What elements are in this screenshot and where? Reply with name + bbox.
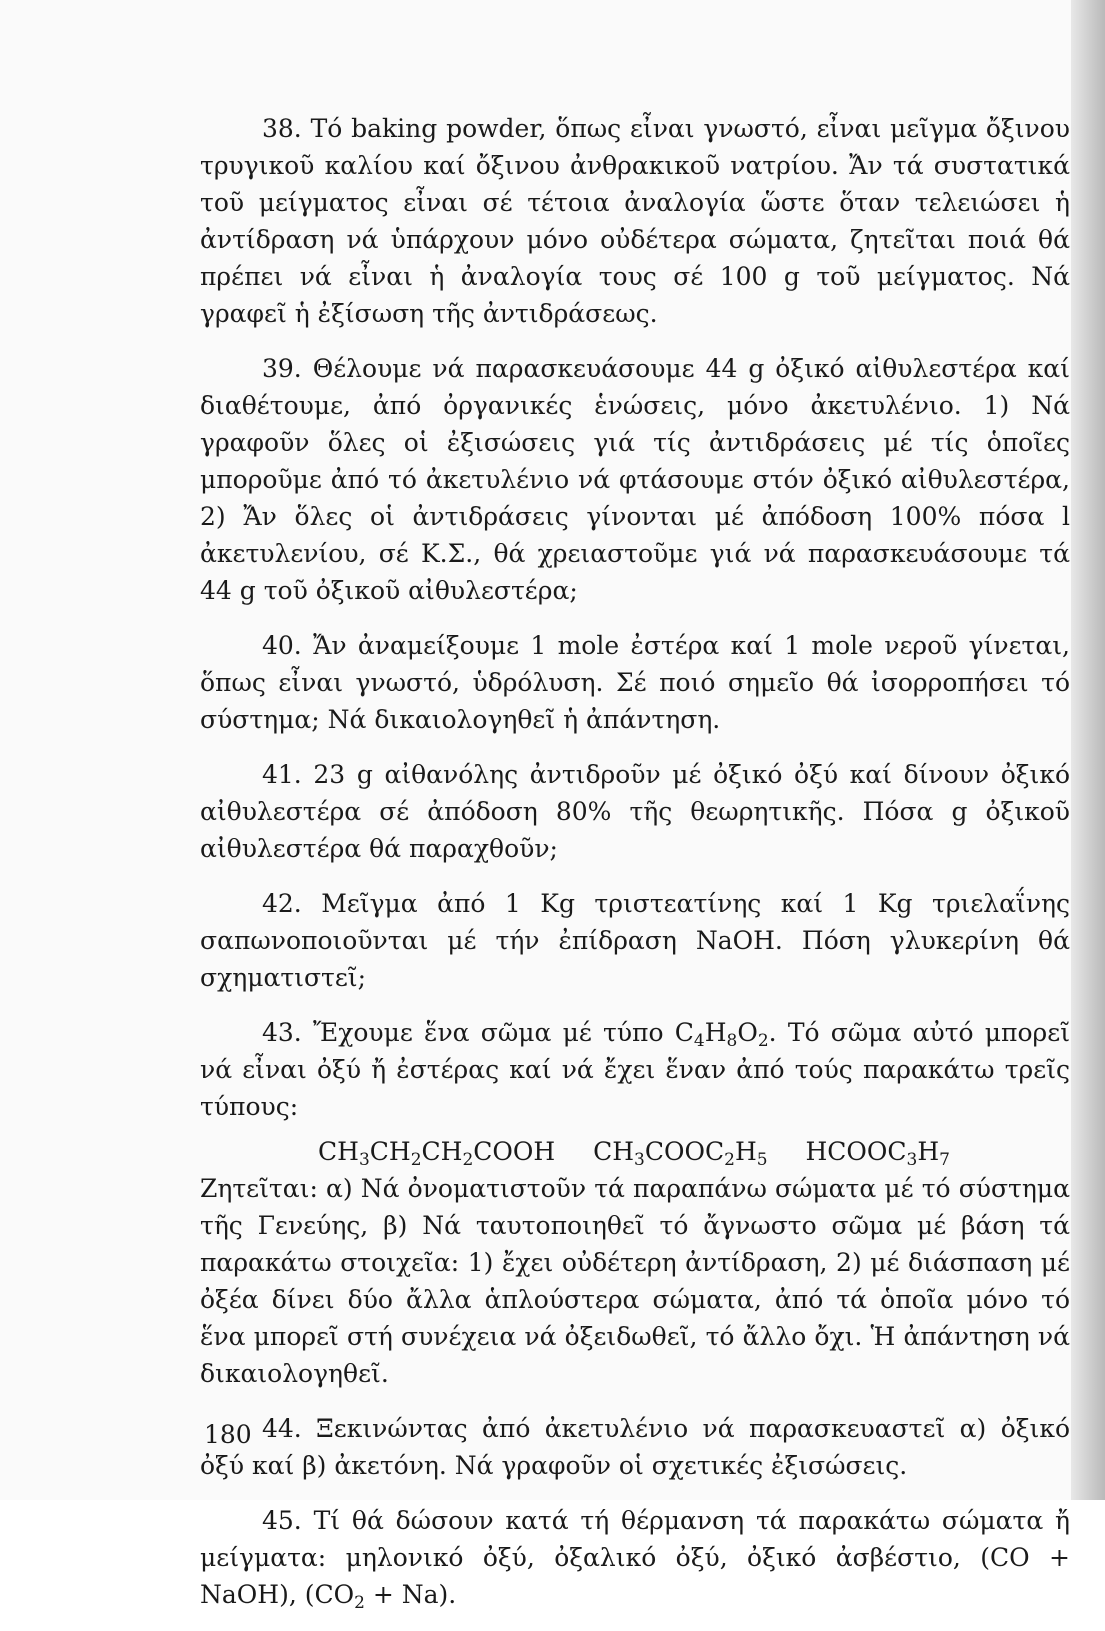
page-edge-shadow <box>1071 0 1105 1500</box>
subscript: 4 <box>693 1031 705 1051</box>
problem-number: 45. <box>262 1506 302 1535</box>
problem-number: 44. <box>262 1414 302 1443</box>
page-number: 180 <box>204 1420 252 1449</box>
formula-row <box>200 1133 1070 1170</box>
problem-text: Θέλουμε νά παρασκευάσουμε 44 g ὀξικό αἰθυλεστέρα καί διαθέτουμε, ἀπό ὀργανικές ἑνώσεις, μόνο ἀκετυλένιο. 1) Νά γραφοῦν ὅλες οἱ ἐξισώσεις γιά τίς ἀντιδράσεις μέ τίς ὁποῖες μποροῦμε ἀπό τό ἀκετυλένιο νά φτάσουμε στόν ὀξικό αἰθυλεστέρα, 2) Ἄν ὅλες οἱ ἀντιδράσεις γίνονται μέ ἀπόδοση 100% πόσα l ἀκετυλενίου, σέ Κ.Σ., θά χρειαστοῦμε γιά νά παρασκευάσουμε τά 44 g τοῦ ὀξικοῦ αἰθυλεστέρα; <box>200 354 1070 605</box>
problem-text-post: . Τό σῶμα αὐτό μπορεῖ νά εἶναι ὀξύ ἤ ἐστέρας καί νά ἔχει ἕναν ἀπό τούς παρακάτω τρεῖς τύπους: <box>200 1018 1070 1121</box>
problem-text: Μεῖγμα ἀπό 1 Kg τριστεατίνης καί 1 Kg τριελαΐνης σαπωνοποιοῦνται μέ τήν ἐπίδραση NaOH. Πόση γλυκερίνη θά σχηματιστεῖ; <box>200 889 1071 992</box>
problem-text: Ἄν ἀναμείξουμε 1 mole ἐστέρα καί 1 mole νεροῦ γίνεται, ὅπως εἶναι γνωστό, ὑδρόλυση. Σέ ποιό σημεῖο θά ἰσορροπήσει τό σύστημα; Νά δικαιολογηθεῖ ἡ ἀπάντηση. <box>200 631 1070 734</box>
problem-41 <box>200 756 1070 867</box>
formula-butanoic-acid: $CH_3CH_2CH_2COOH$ <box>318 1137 556 1170</box>
subscript: 2 <box>757 1031 769 1051</box>
problem-text-post: + Na). <box>364 1580 457 1609</box>
exercise-list <box>200 110 1070 1631</box>
problem-text-pre: Τί θά δώσουν κατά τή θέρμανση τά παρακάτω σώματα ἤ μείγματα: μηλονικό ὀξύ, ὀξαλικό ὀξύ, ὀξικό ἀσβέστιο, (CO + NaOH), (CO <box>200 1506 1070 1609</box>
problem-40 <box>200 627 1070 738</box>
problem-text: Ξεκινώντας ἀπό ἀκετυλένιο νά παρασκευαστεῖ α) ὀξικό ὀξύ καί β) ἀκετόνη. Νά γραφοῦν οἱ σχετικές ἐξισώσεις. <box>200 1414 1071 1480</box>
problem-text: Ζητεῖται: α) Νά ὀνοματιστοῦν τά παραπάνω σώματα μέ τό σύστημα τῆς Γενεύης, β) Νά ταυτοποιηθεῖ τό ἄγνωστο σῶμα μέ βάση τά παρακάτω στοιχεῖα: 1) ἔχει οὐδέτερη ἀντίδραση, 2) μέ διάσπαση μέ ὀξέα δίνει δύο ἄλλα ἁπλούστερα σώματα, ἀπό τά ὁποῖα μόνο τό ἕνα μπορεῖ στή συνέχεια νά ὀξειδωθεῖ, τό ἄλλο ὄχι. Ἡ ἀπάντηση νά δικαιολογηθεῖ. <box>200 1174 1070 1388</box>
problem-38 <box>200 110 1070 332</box>
problem-number: 42. <box>262 889 302 918</box>
problem-number: 38. <box>262 114 302 143</box>
problem-43 <box>200 1014 1070 1125</box>
problem-number: 40. <box>262 631 302 660</box>
problem-text: Τό baking powder, ὅπως εἶναι γνωστό, εἶναι μεῖγμα ὄξινου τρυγικοῦ καλίου καί ὄξινου ἀνθρακικοῦ νατρίου. Ἄν τά συστατικά τοῦ μείγματος εἶναι σέ τέτοια ἀναλογία ὥστε ὅταν τελειώσει ἡ ἀντίδραση νά ὑπάρχουν μόνο οὐδέτερα σώματα, ζητεῖται ποιά θά πρέπει νά εἶναι ἡ ἀναλογία τους σέ 100 g τοῦ μείγματος. Νά γραφεῖ ἡ ἐξίσωση τῆς ἀντιδράσεως. <box>200 114 1070 328</box>
problem-text-pre: Ἔχουμε ἕνα σῶμα μέ τύπο C <box>313 1018 694 1047</box>
problem-number: 43. <box>262 1018 302 1047</box>
problem-45 <box>200 1502 1070 1613</box>
formula-propyl-formate: $HCOOC_3H_7$ <box>805 1137 950 1170</box>
problem-text: 23 g αἰθανόλης ἀντιδροῦν μέ ὀξικό ὀξύ καί δίνουν ὀξικό αἰθυλεστέρα σέ ἀπόδοση 80% τῆς θεωρητικῆς. Πόσα g ὀξικοῦ αἰθυλεστέρα θά παραχθοῦν; <box>200 760 1070 863</box>
problem-44 <box>200 1410 1070 1484</box>
problem-number: 39. <box>262 354 302 383</box>
subscript: 2 <box>354 1593 365 1613</box>
formula-part: H <box>704 1018 727 1047</box>
problem-39 <box>200 350 1070 609</box>
subscript: 8 <box>726 1031 738 1051</box>
problem-42 <box>200 885 1070 996</box>
formula-ethyl-acetate: $CH_3COOC_2H_5$ <box>593 1137 768 1170</box>
problem-43-continued <box>200 1170 1070 1392</box>
formula-part: O <box>737 1018 758 1047</box>
problem-number: 41. <box>262 760 302 789</box>
